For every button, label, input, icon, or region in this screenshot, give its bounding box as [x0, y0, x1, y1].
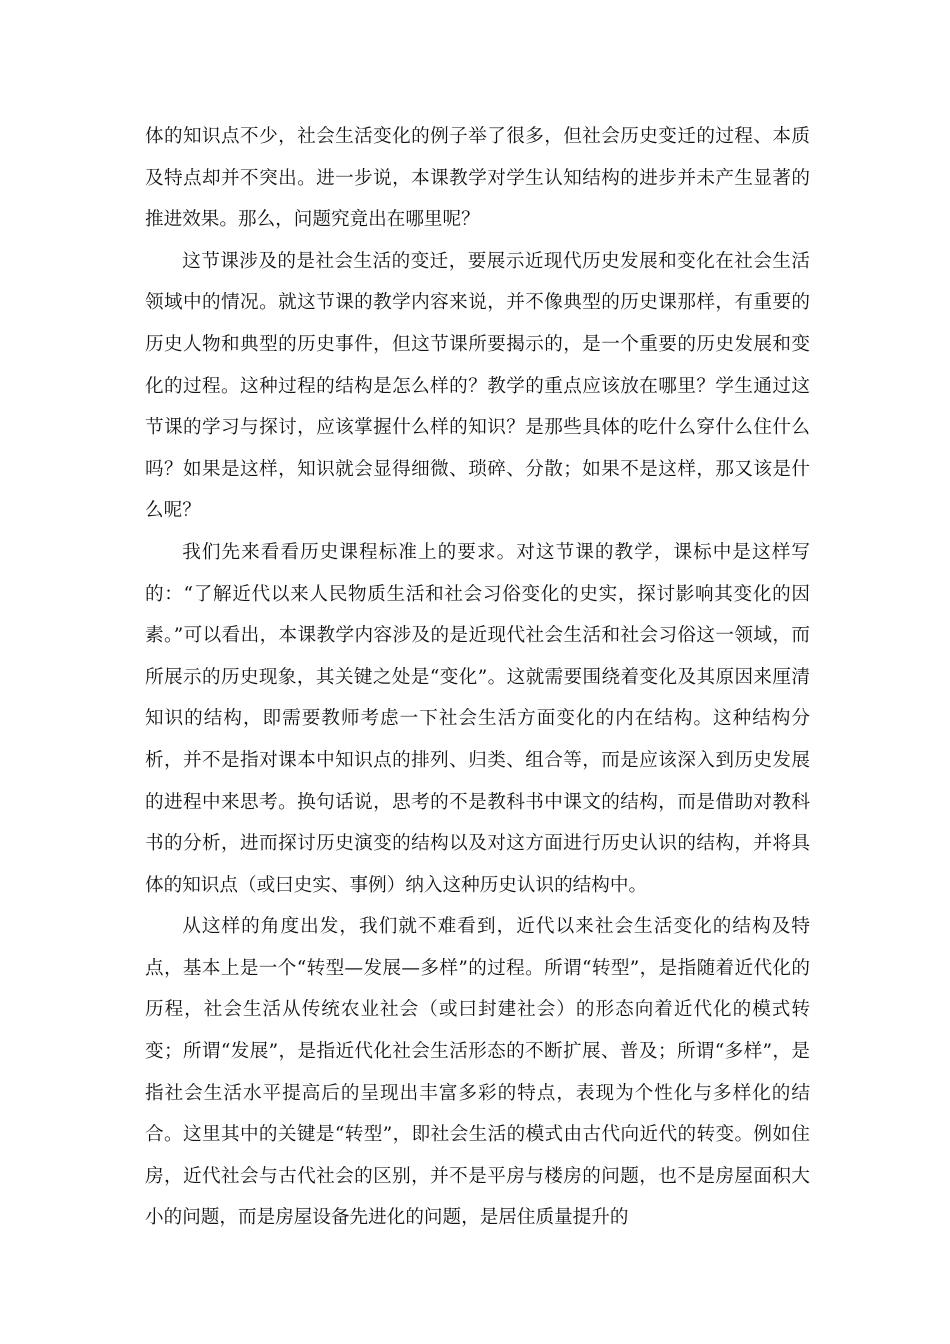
paragraph-1: 体的知识点不少，社会生活变化的例子举了很多，但社会历史变迁的过程、本质及特点却并不突出。进一步说，本课教学对学生认知结构的进步并未产生显著的推进效果。那么，问题究竟出在哪里呢？	[145, 126, 810, 231]
body-text	[145, 116, 810, 1239]
paragraph-4: 从这样的角度出发，我们就不难看到，近代以来社会生活变化的结构及特点，基本上是一个“转型—发展—多样”的过程。所谓“转型”，是指随着近代化的历程，社会生活从传统农业社会（或曰封建社会）的形态向着近代化的模式转变；所谓“发展”，是指近代化社会生活形态的不断扩展、普及；所谓“多样”，是指社会生活水平提高后的呈现出丰富多彩的特点，表现为个性化与多样化的结合。这里其中的关键是“转型”，即社会生活的模式由古代向近代的转变。例如住房，近代社会与古代社会的区别，并不是平房与楼房的问题，也不是房屋面积大小的问题，而是房屋设备先进化的问题，是居住质量提升的	[145, 916, 810, 1229]
paragraph-3: 我们先来看看历史课程标准上的要求。对这节课的教学，课标中是这样写的：“了解近代以来人民物质生活和社会习俗变化的史实，探讨影响其变化的因素。”可以看出，本课教学内容涉及的是近现代社会生活和社会习俗这一领域，而所展示的历史现象，其关键之处是“变化”。这就需要围绕着变化及其原因来厘清知识的结构，即需要教师考虑一下社会生活方面变化的内在结构。这种结构分析，并不是指对课本中知识点的排列、归类、组合等，而是应该深入到历史发展的进程中来思考。换句话说，思考的不是教科书中课文的结构，而是借助对教科书的分析，进而探讨历史演变的结构以及对这方面进行历史认识的结构，并将具体的知识点（或曰史实、事例）纳入这种历史认识的结构中。	[145, 541, 810, 896]
paragraph-2: 这节课涉及的是社会生活的变迁，要展示近现代历史发展和变化在社会生活领域中的情况。就这节课的教学内容来说，并不像典型的历史课那样，有重要的历史人物和典型的历史事件，但这节课所要揭示的，是一个重要的历史发展和变化的过程。这种过程的结构是怎么样的？教学的重点应该放在哪里？学生通过这节课的学习与探讨，应该掌握什么样的知识？是那些具体的吃什么穿什么住什么吗？如果是这样，知识就会显得细微、琐碎、分散；如果不是这样，那又该是什么呢？	[145, 250, 810, 522]
